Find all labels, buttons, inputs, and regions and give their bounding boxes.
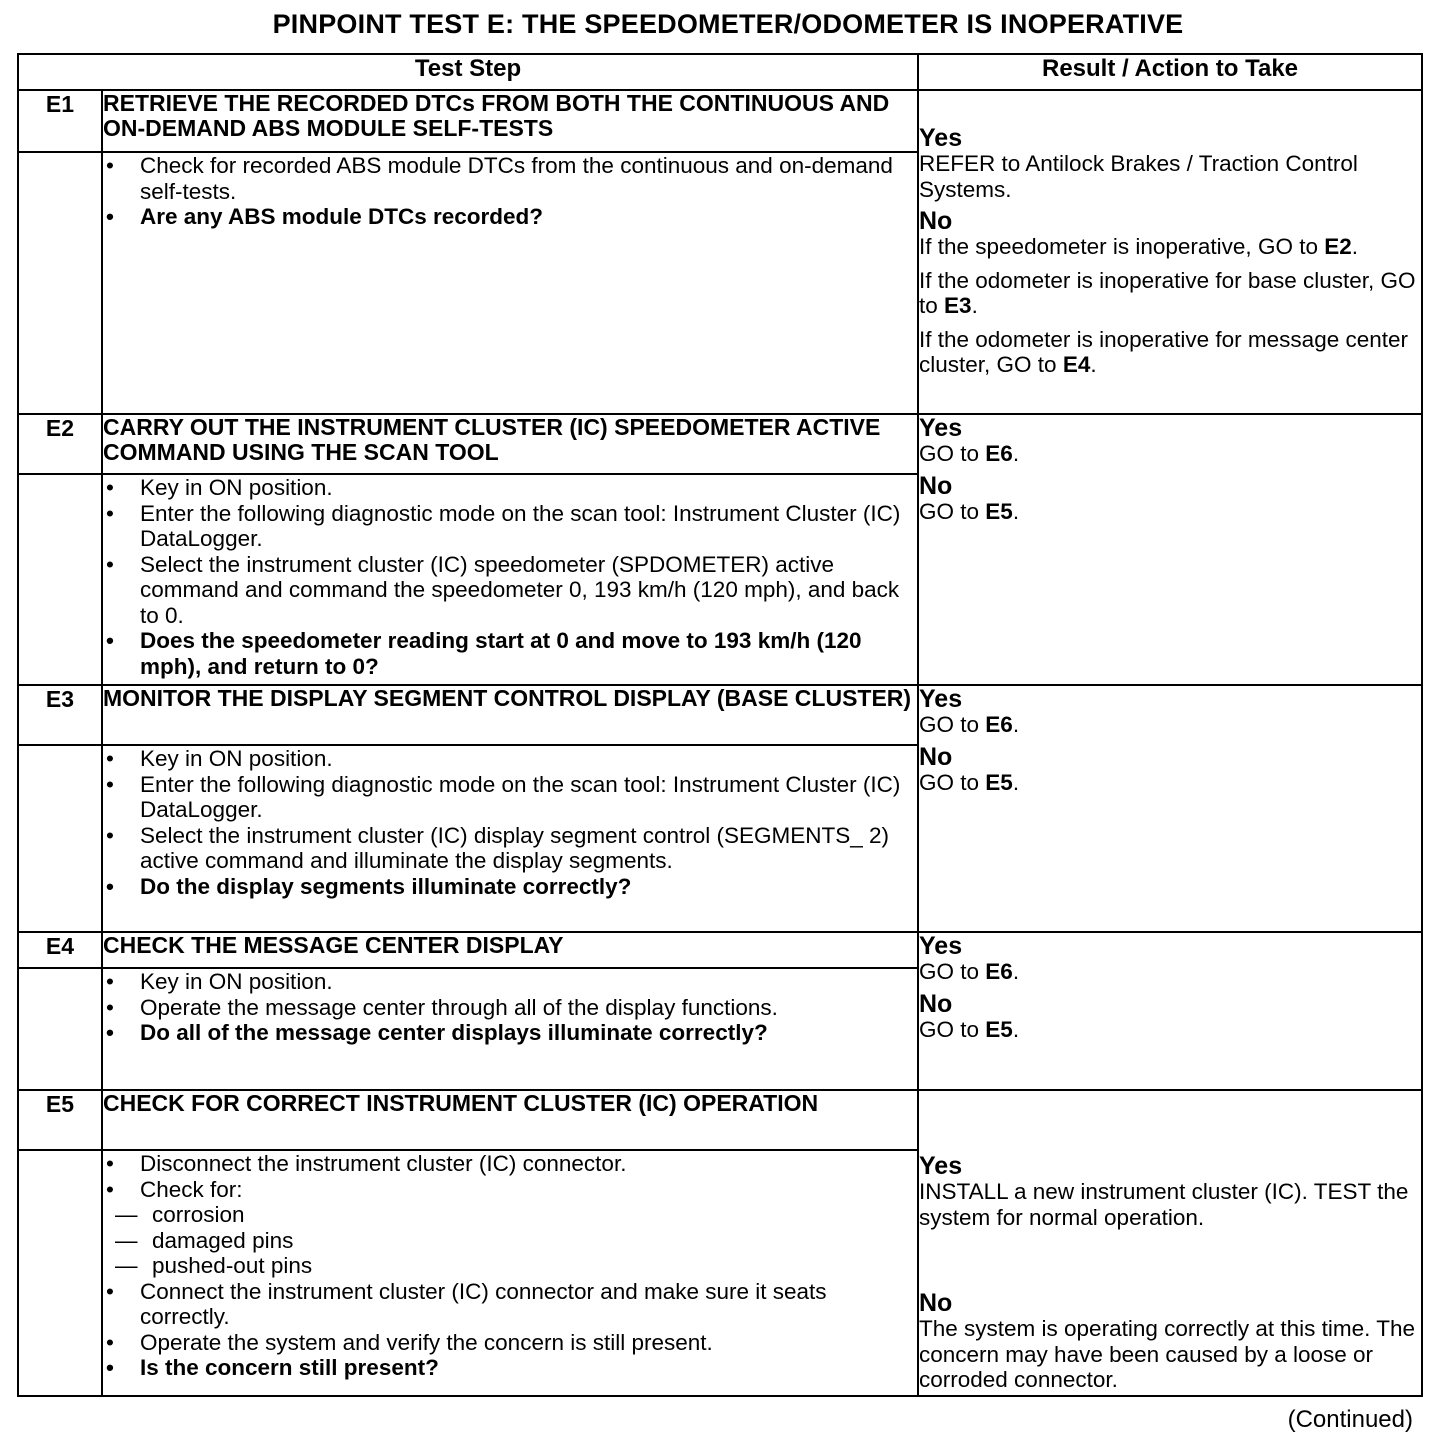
check-subitem: — damaged pins bbox=[103, 1228, 917, 1254]
step-id-blank bbox=[18, 745, 102, 932]
yes-action: REFER to Antilock Brakes / Traction Control Systems. bbox=[919, 151, 1358, 202]
no-label: No bbox=[919, 471, 953, 500]
continued-note: (Continued) bbox=[1287, 1406, 1413, 1433]
action-question: • Are any ABS module DTCs recorded? bbox=[103, 204, 917, 230]
no-label: No bbox=[919, 989, 953, 1018]
step-id-blank bbox=[18, 1150, 102, 1396]
action-item: • Check for recorded ABS module DTCs from the continuous and on-demand self-tests. bbox=[103, 153, 917, 204]
action-item: • Key in ON position. bbox=[103, 969, 917, 995]
step-title: CARRY OUT THE INSTRUMENT CLUSTER (IC) SPEEDOMETER ACTIVE COMMAND USING THE SCAN TOOL bbox=[102, 414, 918, 474]
action-item: • Connect the instrument cluster (IC) connector and make sure it seats correctly. bbox=[103, 1279, 917, 1330]
step-e4-result bbox=[918, 932, 1422, 1090]
no-action: GO to E5. bbox=[919, 1016, 1020, 1042]
test-step-header: Test Step bbox=[18, 54, 918, 90]
step-id: E1 bbox=[18, 90, 102, 152]
action-question: • Do all of the message center displays illuminate correctly? bbox=[103, 1020, 917, 1046]
step-e1-title-row bbox=[18, 90, 1422, 152]
action-question: • Is the concern still present? bbox=[103, 1355, 917, 1381]
yes-label: Yes bbox=[919, 124, 963, 152]
step-id: E2 bbox=[18, 414, 102, 474]
action-item: • Enter the following diagnostic mode on the scan tool: Instrument Cluster (IC) DataLogger. bbox=[103, 501, 917, 552]
step-actions bbox=[102, 745, 918, 932]
check-subitem: — pushed-out pins bbox=[103, 1253, 917, 1279]
step-e3-title-row bbox=[18, 685, 1422, 745]
action-item: • Operate the message center through all of the display functions. bbox=[103, 995, 917, 1021]
no-action: If the odometer is inoperative for base cluster, GO to E3. bbox=[919, 267, 1416, 318]
action-question: • Does the speedometer reading start at 0 and move to 193 km/h (120 mph), and return to 0? bbox=[103, 628, 917, 679]
yes-label: Yes bbox=[919, 1152, 963, 1180]
step-title: MONITOR THE DISPLAY SEGMENT CONTROL DISPLAY (BASE CLUSTER) bbox=[102, 685, 918, 745]
step-id: E3 bbox=[18, 685, 102, 745]
action-question: • Do the display segments illuminate correctly? bbox=[103, 874, 917, 900]
step-title: CHECK THE MESSAGE CENTER DISPLAY bbox=[102, 932, 918, 968]
step-e3-result bbox=[918, 685, 1422, 932]
step-id-blank bbox=[18, 474, 102, 685]
yes-label: Yes bbox=[919, 414, 963, 442]
no-action: The system is operating correctly at this time. The concern may have been caused by a loose or corroded connector. bbox=[919, 1316, 1416, 1392]
step-id-blank bbox=[18, 152, 102, 414]
step-actions bbox=[102, 474, 918, 685]
action-item: • Key in ON position. bbox=[103, 746, 917, 772]
no-action: If the odometer is inoperative for message center cluster, GO to E4. bbox=[919, 326, 1409, 377]
action-item: • Operate the system and verify the concern is still present. bbox=[103, 1330, 917, 1356]
no-action: GO to E5. bbox=[919, 498, 1020, 524]
step-id: E5 bbox=[18, 1090, 102, 1150]
no-label: No bbox=[919, 207, 953, 235]
step-actions bbox=[102, 1150, 918, 1396]
step-e5-result bbox=[918, 1090, 1422, 1396]
yes-action: GO to E6. bbox=[919, 441, 1020, 466]
no-label: No bbox=[919, 742, 953, 771]
step-e4-title-row bbox=[18, 932, 1422, 968]
step-e2-result bbox=[918, 414, 1422, 685]
yes-action: GO to E6. bbox=[919, 712, 1020, 737]
action-item: • Check for: — corrosion — damaged pins — pushed-out pins bbox=[103, 1177, 917, 1279]
yes-label: Yes bbox=[919, 685, 963, 713]
action-item: • Enter the following diagnostic mode on the scan tool: Instrument Cluster (IC) DataLogger. bbox=[103, 772, 917, 823]
action-item: • Select the instrument cluster (IC) display segment control (SEGMENTS_ 2) active command and illuminate the display segments. bbox=[103, 823, 917, 874]
no-action: If the speedometer is inoperative, GO to E2. bbox=[919, 234, 1359, 259]
no-action: GO to E5. bbox=[919, 769, 1020, 795]
yes-action: INSTALL a new instrument cluster (IC). TEST the system for normal operation. bbox=[919, 1179, 1409, 1230]
step-id-blank bbox=[18, 968, 102, 1090]
no-label: No bbox=[919, 1289, 953, 1317]
yes-action: GO to E6. bbox=[919, 959, 1020, 984]
step-e5-title-row bbox=[18, 1090, 1422, 1150]
action-item: • Select the instrument cluster (IC) speedometer (SPDOMETER) active command and command the speedometer 0, 193 km/h (120 mph), and back to 0. bbox=[103, 552, 917, 629]
result-header: Result / Action to Take bbox=[918, 54, 1422, 90]
yes-label: Yes bbox=[919, 932, 963, 960]
action-item: • Disconnect the instrument cluster (IC) connector. bbox=[103, 1151, 917, 1177]
step-title: CHECK FOR CORRECT INSTRUMENT CLUSTER (IC) OPERATION bbox=[102, 1090, 918, 1150]
page-title: PINPOINT TEST E: THE SPEEDOMETER/ODOMETER IS INOPERATIVE bbox=[272, 9, 1184, 39]
step-id: E4 bbox=[18, 932, 102, 968]
step-e2-title-row bbox=[18, 414, 1422, 474]
table-header-row bbox=[18, 54, 1422, 90]
action-item: • Key in ON position. bbox=[103, 475, 917, 501]
pinpoint-test-table bbox=[17, 53, 1423, 1397]
step-actions bbox=[102, 152, 918, 414]
step-actions bbox=[102, 968, 918, 1090]
check-subitem: — corrosion bbox=[103, 1202, 917, 1228]
step-e1-result bbox=[918, 90, 1422, 414]
step-title: RETRIEVE THE RECORDED DTCs FROM BOTH THE CONTINUOUS AND ON-DEMAND ABS MODULE SELF-TESTS bbox=[102, 90, 918, 152]
